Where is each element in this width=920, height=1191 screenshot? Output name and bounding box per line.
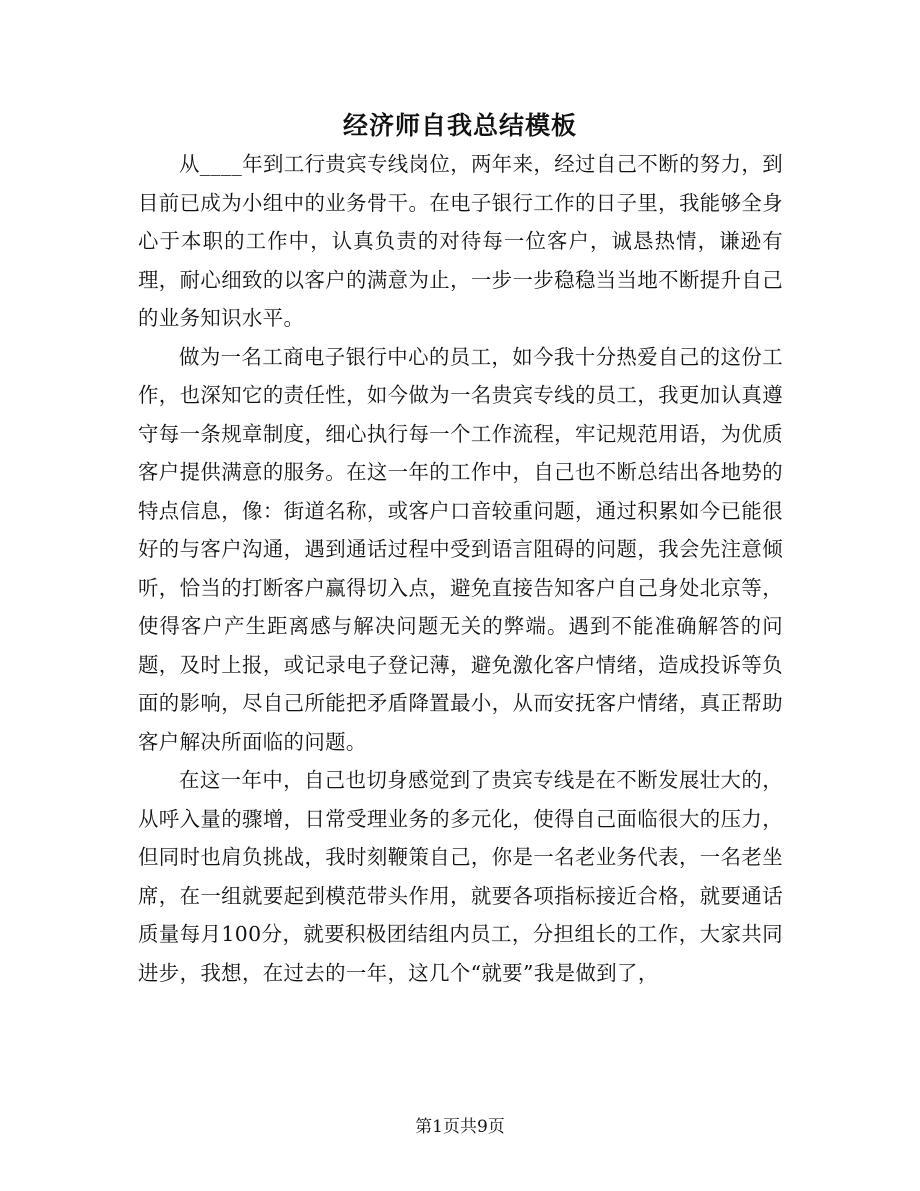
document-title: 经济师自我总结模板 [342,111,577,140]
paragraph-2: 做为一名工商电子银行中心的员工，如今我十分热爱自己的这份工作，也深知它的责任性，如今做为一名贵宾专线的员工，我更加认真遵守每一条规章制度，细心执行每一个工作流程，牢记规范用语，为优质客户提供满意的服务。在这一年的工作中，自己也不断总结出各地势的特点信息，像：街道名称，或客户口音较重问题，通过积累如今已能很好的与客户沟通，遇到通话过程中受到语言阻碍的问题，我会先注意倾听，恰当的打断客户赢得切入点，避免直接告知客户自己身处北京等，使得客户产生距离感与解决问题无关的弊端。遇到不能准确解答的问题，及时上报，或记录电子登记薄，避免激化客户情绪，造成投诉等负面的影响，尽自己所能把矛盾降置最小，从而安抚客户情绪，真正帮助客户解决所面临的问题。 [138,344,783,754]
paragraph-1: 从____年到工行贵宾专线岗位，两年来，经过自己不断的努力，到目前已成为小组中的业务骨干。在电子银行工作的日子里，我能够全身心于本职的工作中，认真负责的对待每一位客户，诚恳热情，谦逊有理，耐心细致的以客户的满意为止，一步一步稳稳当当地不断提升自己的业务知识水平。 [138,152,783,330]
paragraph-3: 在这一年中，自己也切身感觉到了贵宾专线是在不断发展壮大的，从呼入量的骤增，日常受理业务的多元化，使得自己面临很大的压力，但同时也肩负挑战，我时刻鞭策自己，你是一名老业务代表，一名老坐席，在一组就要起到模范带头作用，就要各项指标接近合格，就要通话质量每月100分，就要积极团结组内员工，分担组长的工作，大家共同进步，我想，在过去的一年，这几个“就要”我是做到了， [138,768,783,985]
page-footer: 第1页共9页 [415,1117,505,1137]
document-body [138,145,783,992]
